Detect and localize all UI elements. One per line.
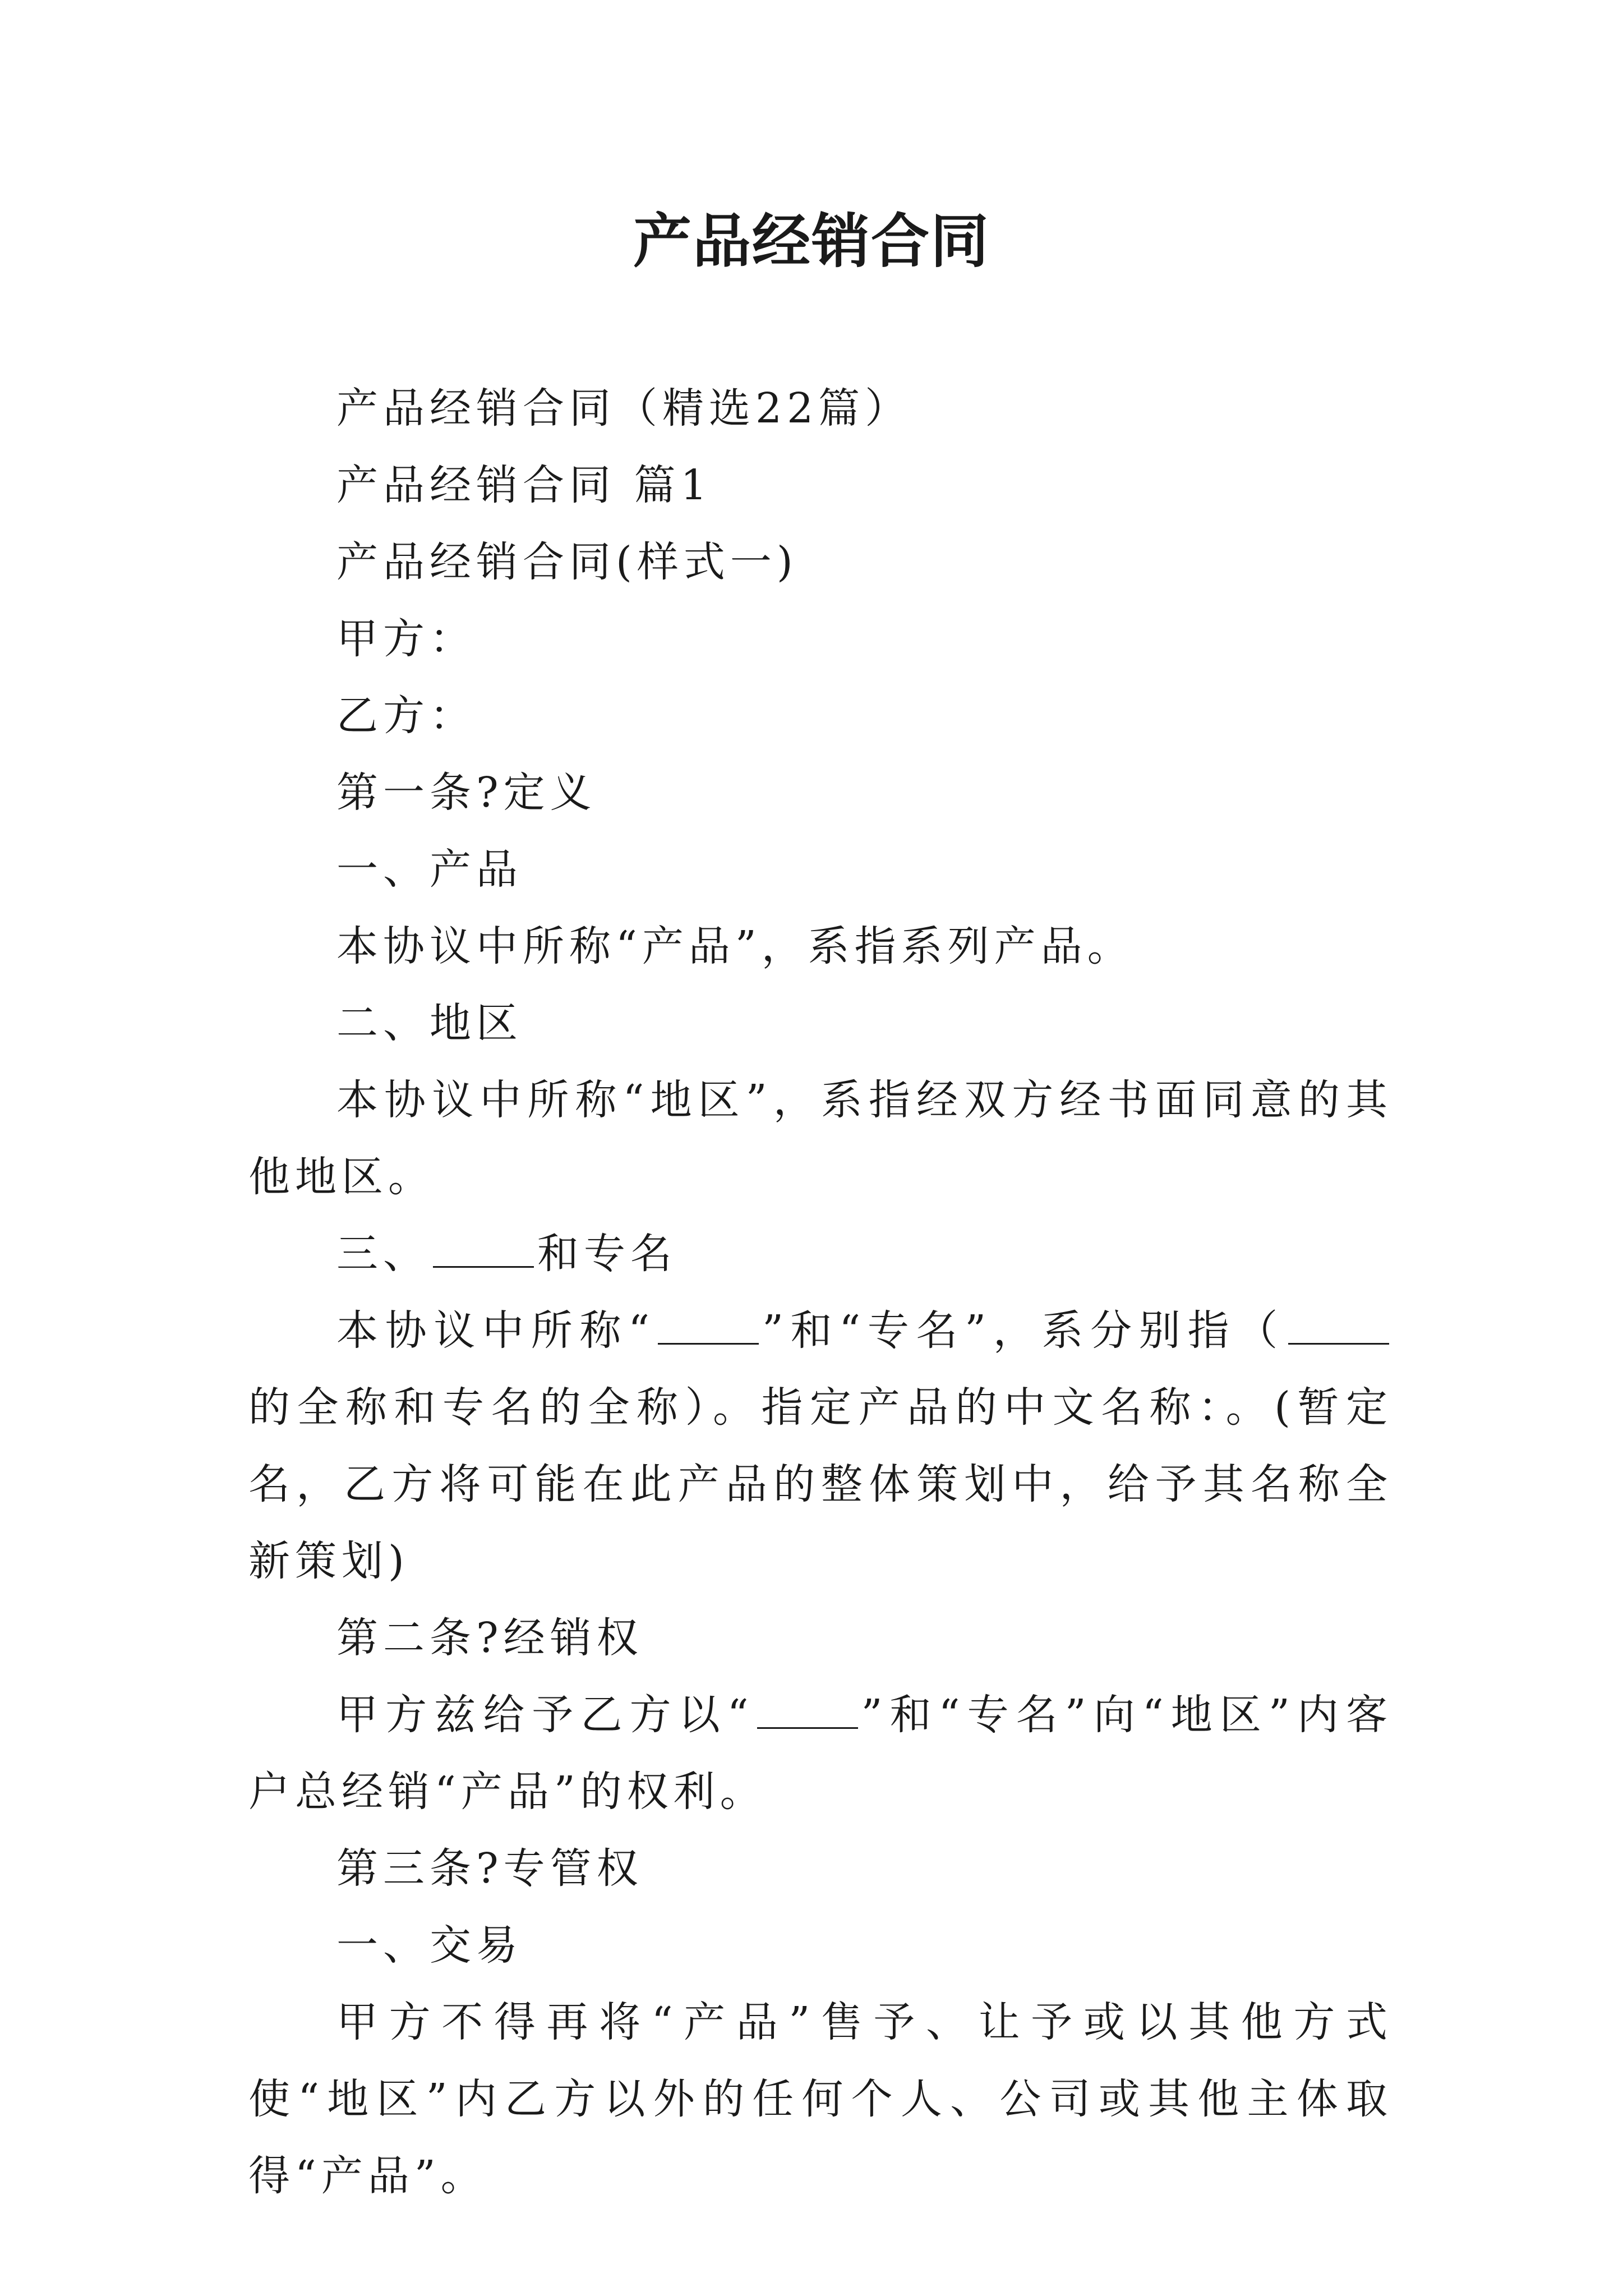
text-fragment: 本协议中所称“ [336, 1306, 655, 1355]
clause-trade-text: 甲方不得再将“产品”售予、让予或以其他方式使“地区”内乙方以外的任何个人、公司或其他主体取得“产品”。 [248, 1998, 1393, 2200]
blank-line [1288, 1309, 1389, 1345]
clause-region-heading: 二、地区 [336, 999, 523, 1047]
paragraph-party-a: 甲方： [336, 615, 476, 663]
article-1-heading: 第一条?定义 [336, 769, 597, 817]
clause-product-text: 本协议中所称“产品”，系指系列产品。 [336, 922, 1134, 970]
clause-trade-heading: 一、交易 [336, 1921, 523, 1970]
paragraph-section-heading: 产品经销合同 篇1 [336, 461, 712, 509]
article-3-heading: 第三条?专管权 [336, 1844, 643, 1893]
text-fragment: 和专名 [537, 1230, 677, 1278]
clause-brand-heading [248, 1216, 1393, 1292]
document-title: 产品经销合同 [633, 206, 990, 275]
document-body [248, 370, 1393, 2215]
clause-product-heading: 一、产品 [336, 845, 523, 894]
text-fragment: 甲方兹给予乙方以“ [336, 1691, 754, 1739]
text-fragment: ”和“专名”，系分别指（ [762, 1306, 1285, 1355]
article-2-heading: 第二条?经销权 [336, 1614, 643, 1662]
paragraph-party-b: 乙方： [336, 692, 476, 740]
text-fragment: 三、 [336, 1230, 430, 1278]
clause-brand-text [248, 1292, 1393, 1600]
clause-region-text: 本协议中所称“地区”，系指经双方经书面同意的其他地区。 [248, 1076, 1393, 1201]
article-2-text [248, 1677, 1393, 1830]
paragraph-subtitle: 产品经销合同（精选22篇） [336, 384, 912, 432]
paragraph-style-label: 产品经销合同(样式一) [336, 538, 798, 586]
text-fragment: 的全称和专名的全称）。指定产品的中文名称：。(暂定名，乙方将可能在此产品的整体策划中，给予其名称全新策划) [248, 1383, 1393, 1585]
blank-line [658, 1309, 759, 1345]
blank-line [757, 1694, 858, 1729]
text-fragment: ”和“专名”向“地区”内客户总经销“产品”的权利。 [248, 1691, 1393, 1816]
blank-line [433, 1232, 534, 1268]
